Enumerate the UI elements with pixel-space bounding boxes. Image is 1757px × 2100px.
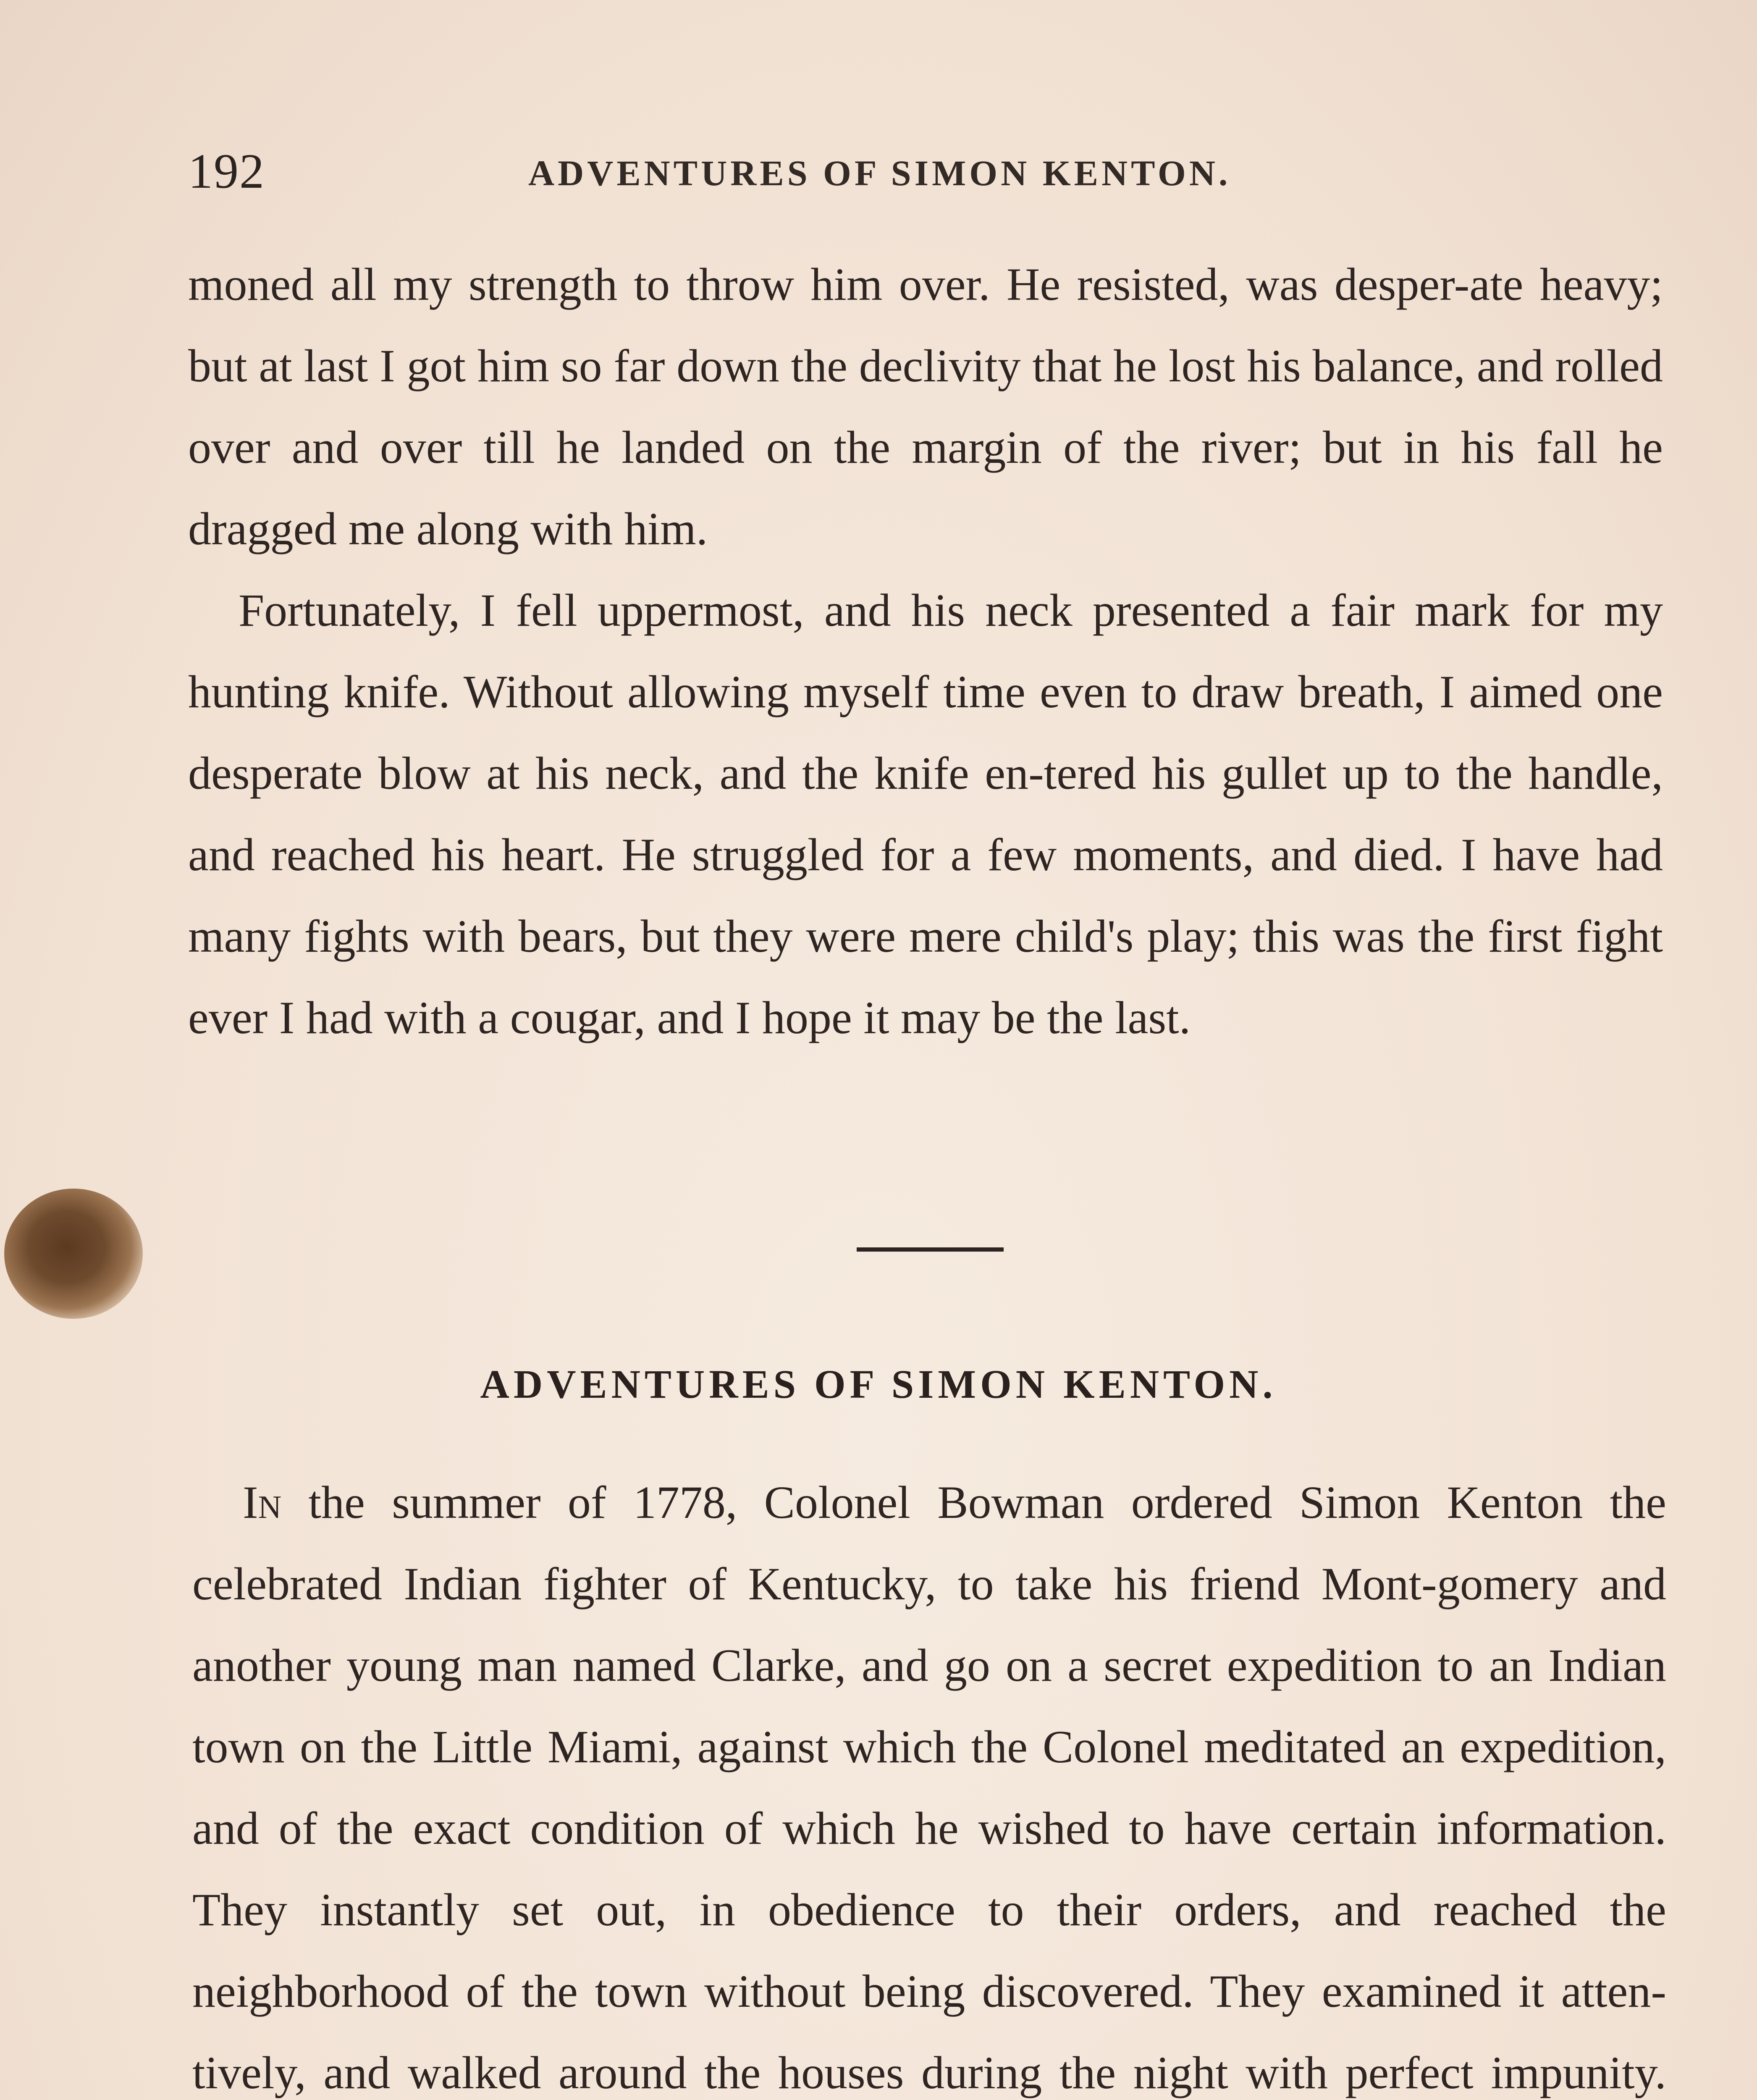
page-number: 192 [188,144,265,199]
drop-word: In [243,1477,282,1528]
paragraph-text: the summer of 1778, Colonel Bowman ordered Simon Kenton the celebrated Indian fighter of Kentucky, to take his friend Mont-gomery and another young man named Clarke, and go on a secret expedition to an Indian town on the Little Miami, against which the Colonel meditated an expedition, and of the exact condition of which he wished to have certain information. They instantly set out, in obedience to their orders, and reached the neighborhood of the town without being discovered. They examined it atten-tively, and walked around the houses during the night with perfect impunity. [192,1477,1666,2098]
section-title: ADVENTURES OF SIMON KENTON. [480,1362,1277,1407]
page-header [188,143,1658,210]
text-block [192,1462,1666,2100]
text-block [188,244,1663,1058]
running-head: ADVENTURES OF SIMON KENTON. [528,153,1231,193]
paragraph: moned all my strength to throw him over. He resisted, was desper-ate heavy; but at last I got him so far down the declivity that he lost his balance, and rolled over and over till he landed on the margin of the river; but in his fall he dragged me along with him. [188,259,1663,554]
paragraph [192,1462,1666,2100]
section-divider [857,1247,1004,1252]
ink-stain [4,1189,143,1319]
paragraph: Fortunately, I fell uppermost, and his neck presented a fair mark for my hunting knife. Without allowing myself time even to draw breath, I aimed one desperate blow at his neck, and the knife en-tered his gullet up to the handle, and reached his heart. He struggled for a few moments, and died. I have had many fights with bears, but they were mere child's play; this was the first fight ever I had with a cougar, and I hope it may be the last. [188,585,1663,1043]
